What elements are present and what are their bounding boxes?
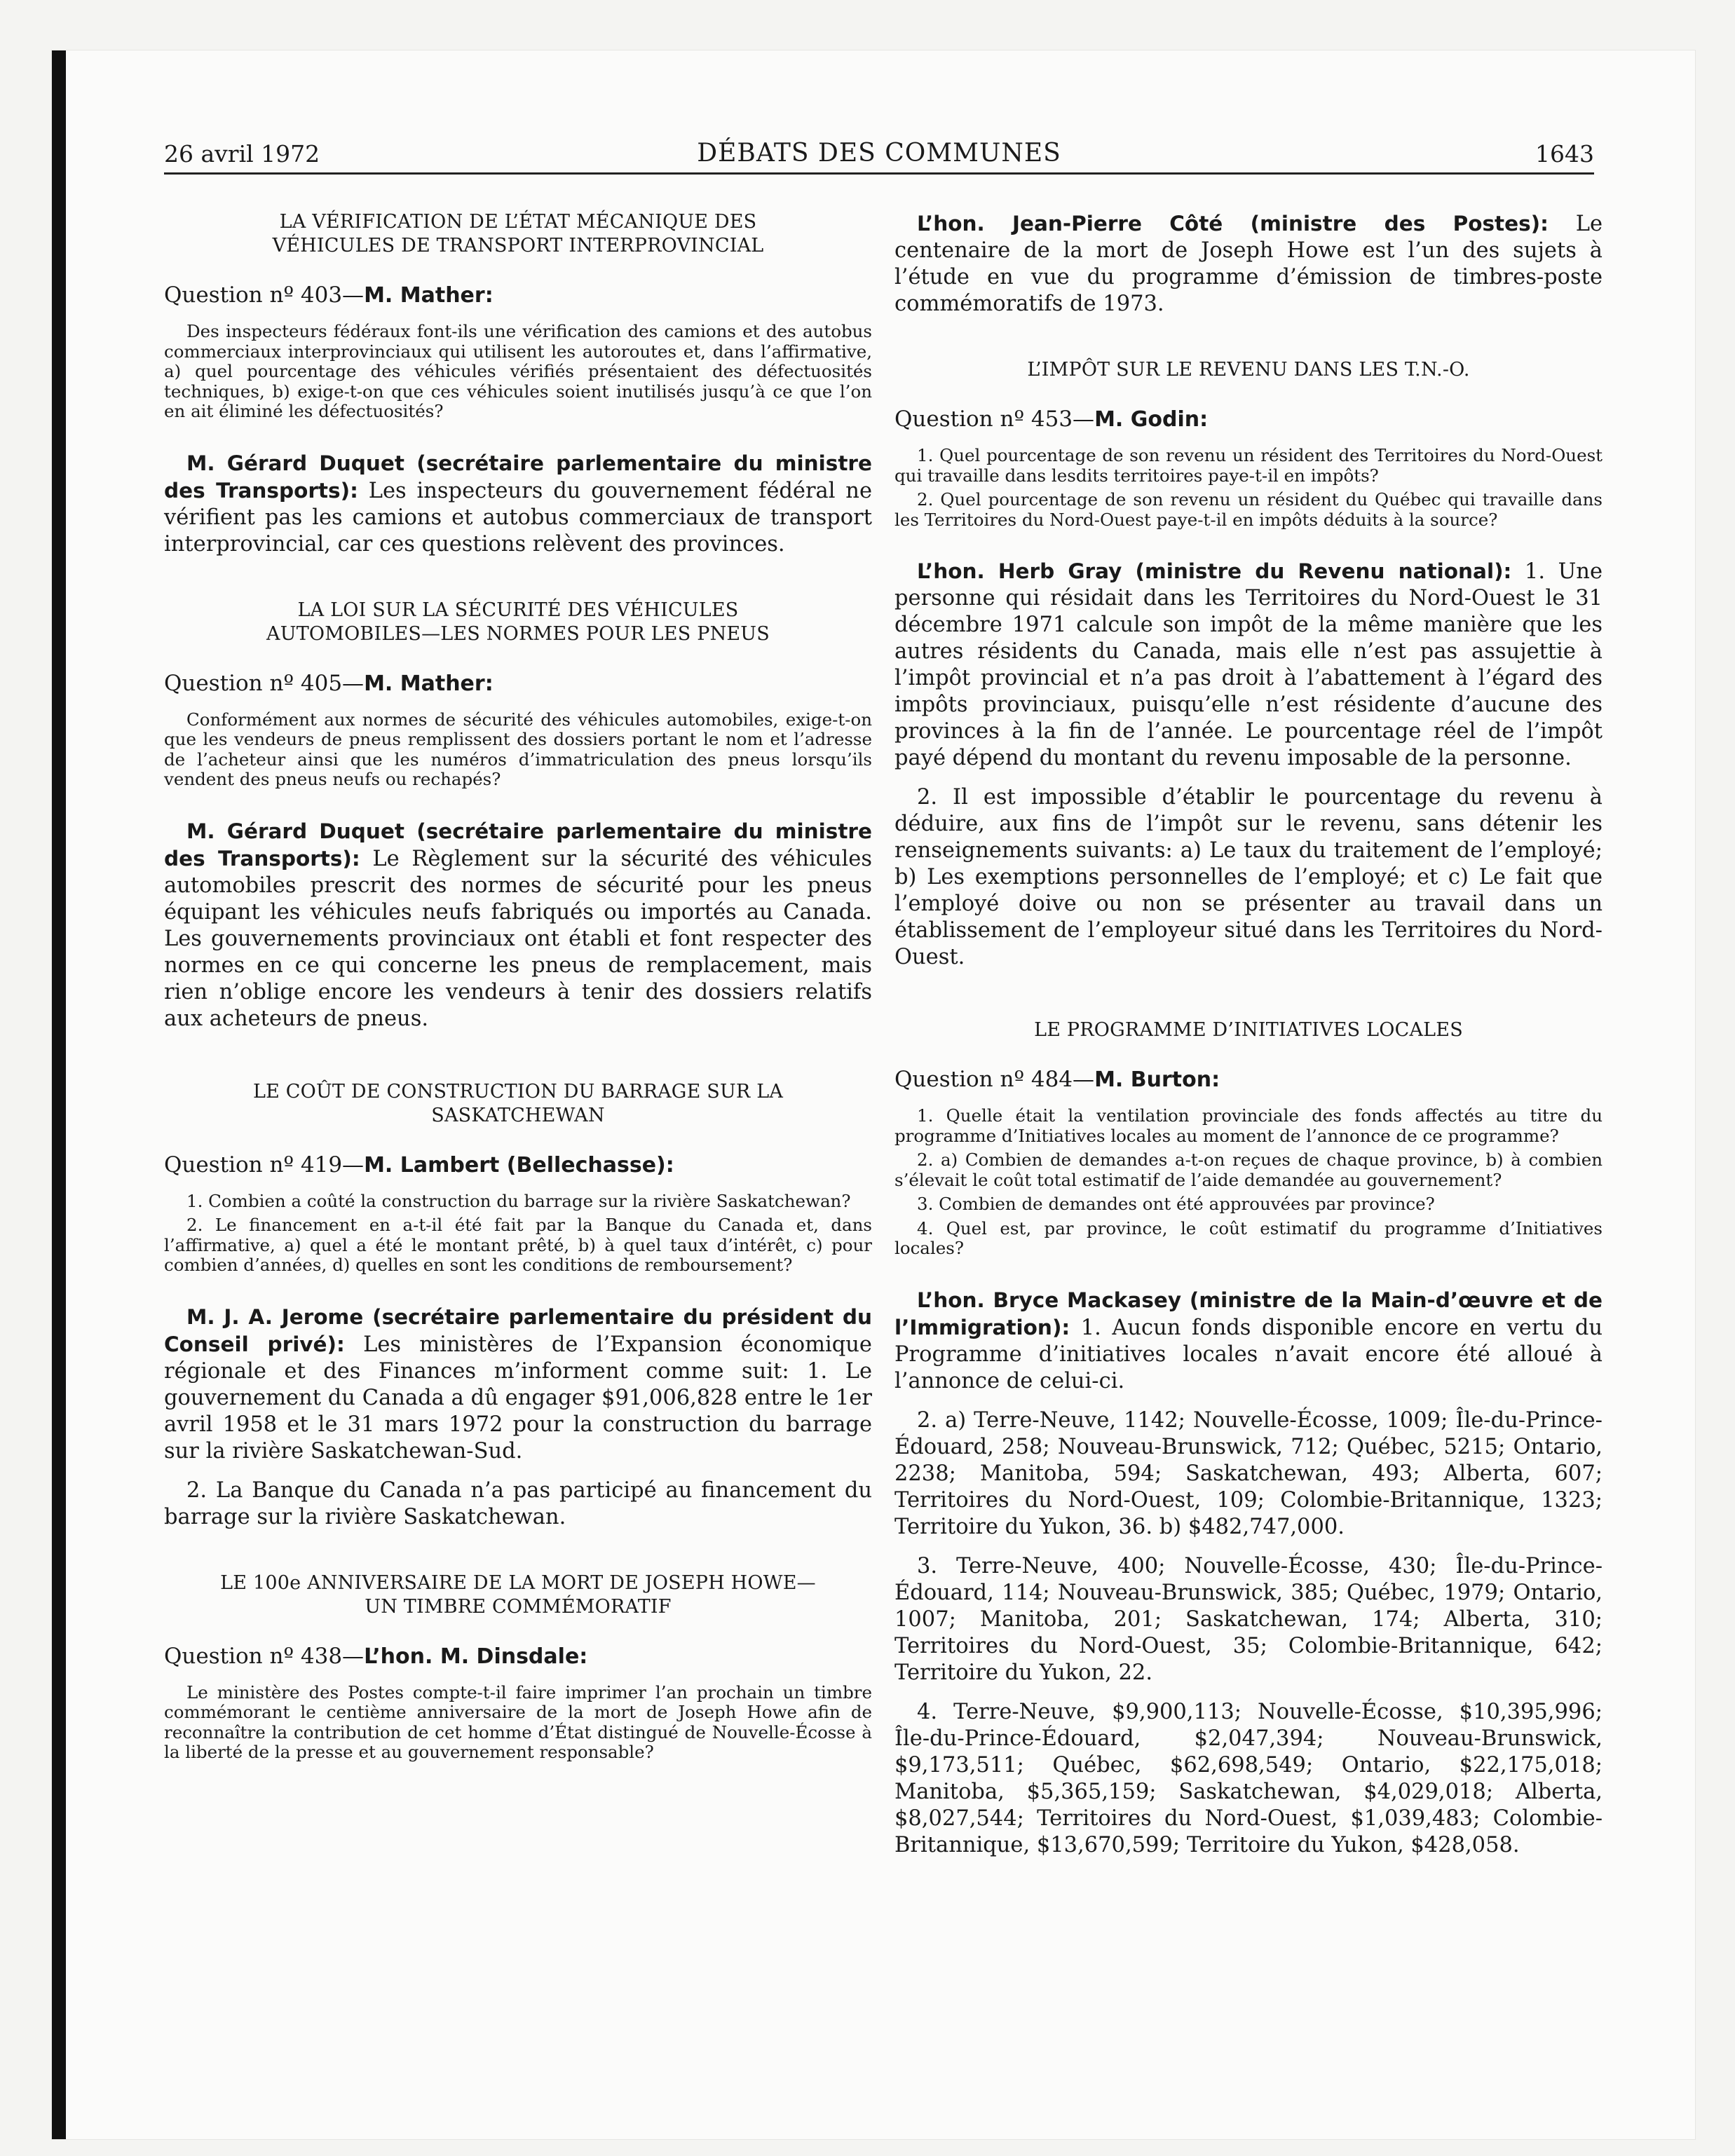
question-text: 1. Combien a coûté la construction du barrage sur la rivière Saskatchewan? (186, 1190, 851, 1211)
answer-text: Les inspecteurs du gouvernement fédéral ne vérifient pas les camions et autobus commerciaux de transport interprovincial, car ces questions relèvent des provinces. (164, 478, 872, 557)
question-line (164, 1643, 872, 1670)
question-number: Question nº 419— (164, 1152, 365, 1178)
question-asker: M. Godin: (1094, 407, 1209, 432)
speaker: M. Gérard Duquet (secrétaire parlementaire du ministre des Transports): (164, 819, 872, 871)
answer-text: Les ministères de l’Expansion économique régionale et des Finances m’informent comme suit: 1. Le gouvernement du Canada a dû engager $91,006,828 entre le 1er avril 1958 et le 31 mars 1972 pour la construction du barrage sur la rivière Saskatchewan-Sud. (164, 1332, 872, 1464)
question-asker: M. Mather: (364, 671, 494, 696)
left-column (164, 210, 872, 1767)
question-line (894, 1066, 1603, 1093)
heading-line: LE PROGRAMME D’INITIATIVES LOCALES (1034, 1019, 1463, 1041)
question-text: 2. Le financement en a-t-il été fait par la Banque du Canada et, dans l’affirmative, a) quel a été le montant prêté, b) à quel taux d’intérêt, c) pour combien d’années, d) quelles en sont les conditions de remboursement? (164, 1215, 872, 1275)
answer-text: 1. Aucun fonds disponible encore en vertu du Programme d’initiatives locales n’avait encore été alloué à l’annonce de celui-ci. (894, 1315, 1603, 1393)
question-number: Question nº 405— (164, 670, 365, 696)
question-text: 3. Combien de demandes ont été approuvées par province? (917, 1194, 1435, 1214)
speaker: L’hon. Bryce Mackasey (ministre de la Main-d’œuvre et de l’Immigration): (894, 1288, 1603, 1339)
heading-line: UN TIMBRE COMMÉMORATIF (365, 1595, 672, 1618)
answer-paragraph (164, 1304, 872, 1465)
question-line (164, 282, 872, 309)
question-text: 4. Quel est, par province, le coût estimatif du programme d’Initiatives locales? (894, 1217, 1603, 1258)
answer-paragraph (164, 450, 872, 558)
speaker: L’hon. Jean-Pierre Côté (ministre des Postes): (917, 212, 1549, 236)
speaker: M. Gérard Duquet (secrétaire parlementaire du ministre des Transports): (164, 451, 872, 503)
heading-line: VÉHICULES DE TRANSPORT INTERPROVINCIAL (272, 235, 764, 257)
question-text: Des inspecteurs fédéraux font-ils une vérification des camions et des autobus commerciaux interprovinciaux qui utilisent les autoroutes et, dans l’affirmative, a) quel pourcentage des véhicules vérifiés présentaient des défectuosités techniques, b) exige-t-on que ces véhicules soient inutilisés jusqu’à ce que l’on en ait éliminé les défectuosités? (164, 321, 872, 421)
section-heading (164, 1080, 872, 1128)
question-number: Question nº 438— (164, 1643, 365, 1669)
heading-line: LE 100e ANNIVERSAIRE DE LA MORT DE JOSEPH HOWE— (220, 1571, 816, 1594)
answer-text: Le Règlement sur la sécurité des véhicules automobiles prescrit des normes de sécurité pour les pneus équipant les véhicules neufs fabriqués ou importés au Canada. Les gouvernements provinciaux ont établi et font respecter des normes en ce qui concerne les pneus de remplacement, mais rien n’oblige encore les vendeurs à tenir des dossiers relatifs aux acheteurs de pneus. (164, 846, 872, 1031)
page-header (164, 136, 1594, 172)
answer-paragraph: 2. La Banque du Canada n’a pas participé au financement du barrage sur la rivière Saskatchewan. (164, 1478, 872, 1529)
heading-line: LA LOI SUR LA SÉCURITÉ DES VÉHICULES (297, 599, 739, 621)
answer-paragraph: 4. Terre-Neuve, $9,900,113; Nouvelle-Écosse, $10,395,996; Île-du-Prince-Édouard, $2,047,394; Nouveau-Brunswick, $9,173,511; Québec, $62,698,549; Ontario, $22,175,018; Manitoba, $5,365,159; Saskatchewan, $4,029,018; Alberta, $8,027,544; Territoires du Nord-Ouest, $1,039,483; Colombie-Britannique, $13,670,599; Territoire du Yukon, $428,058. (894, 1699, 1603, 1857)
right-column (894, 210, 1603, 1863)
question-text: Le ministère des Postes compte-t-il faire imprimer l’an prochain un timbre commémorant le centième anniversaire de la mort de Joseph Howe afin de reconnaître la contribution de cet homme d’État distingué de Nouvelle-Écosse à la liberté de la presse et au gouvernement responsable? (164, 1681, 872, 1762)
heading-line: LA VÉRIFICATION DE L’ÉTAT MÉCANIQUE DES (279, 211, 757, 233)
question-asker: M. Mather: (364, 283, 494, 308)
question-text: Conformément aux normes de sécurité des véhicules automobiles, exige-t-on que les vendeurs de pneus remplissent des dossiers portant le nom et l’adresse de l’acheteur ainsi que les numéros d’immatriculation des pneus lorsqu’ils vendent des pneus neufs ou rechapés? (164, 709, 872, 789)
answer-text: Le centenaire de la mort de Joseph Howe est l’un des sujets à l’étude en vue du programme d’émission de timbres-poste commémoratifs de 1973. (894, 212, 1603, 316)
answer-paragraph (894, 1287, 1603, 1395)
speaker: L’hon. Herb Gray (ministre du Revenu national): (917, 559, 1512, 583)
question-line (894, 406, 1603, 433)
question-number: Question nº 403— (164, 282, 365, 308)
header-date: 26 avril 1972 (164, 140, 320, 168)
heading-line: SASKATCHEWAN (431, 1104, 605, 1126)
answer-paragraph (894, 210, 1603, 318)
section-heading (164, 210, 872, 258)
section-heading (164, 1571, 872, 1619)
heading-line: LE COÛT DE CONSTRUCTION DU BARRAGE SUR LA (252, 1080, 784, 1103)
question-asker: M. Burton: (1094, 1067, 1220, 1092)
question-text: 1. Quelle était la ventilation provinciale des fonds affectés au titre du programme d’Initiatives locales au moment de l’annonce de ce programme? (894, 1105, 1603, 1146)
question-line (164, 1152, 872, 1179)
speaker: M. J. A. Jerome (secrétaire parlementaire du président du Conseil privé): (164, 1304, 872, 1356)
section-tire-standards (164, 599, 872, 1032)
question-number: Question nº 484— (894, 1067, 1095, 1092)
heading-line: AUTOMOBILES—LES NORMES POUR LES PNEUS (266, 622, 770, 645)
section-joseph-howe-answer (894, 210, 1603, 318)
question-number: Question nº 453— (894, 407, 1095, 432)
section-dam-cost (164, 1080, 872, 1531)
page-number: 1643 (1535, 140, 1594, 168)
heading-line: L’IMPÔT SUR LE REVENU DANS LES T.N.-O. (1027, 359, 1470, 381)
answer-paragraph (164, 818, 872, 1032)
question-line (164, 670, 872, 697)
answer-text: 1. Une personne qui résidait dans les Territoires du Nord-Ouest le 31 décembre 1971 calcule son impôt de la même manière que les autres résidents du Canada, mais elle n’est pas assujettie à l’impôt provincial et n’a pas droit à l’abattement à l’égard des impôts provinciaux, puisqu’elle n’est résidente d’aucune des provinces à la fin de l’année. Le pourcentage réel de l’impôt payé dépend du montant du revenu imposable de la personne. (894, 559, 1603, 770)
answer-paragraph: 2. Il est impossible d’établir le pourcentage du revenu à déduire, aux fins de l’impôt sur le revenu, sans détenir les renseignements suivants: a) Le taux du traitement de l’employé; b) Les exemptions personnelles de l’employé; et c) Le fait que l’employé doive ou non se présenter au travail dans un établissement de l’employeur situé dans les Territoires du Nord-Ouest. (894, 785, 1603, 969)
section-verification (164, 210, 872, 558)
section-heading (894, 1018, 1603, 1042)
section-nwt-income-tax (894, 358, 1603, 971)
section-heading (164, 599, 872, 646)
question-text: 2. a) Combien de demandes a-t-on reçues de chaque province, b) à combien s’élevait le coût total estimatif de l’aide demandée au gouvernement? (894, 1149, 1603, 1190)
answer-paragraph (894, 558, 1603, 772)
section-local-initiatives (894, 1018, 1603, 1859)
question-text: 1. Quel pourcentage de son revenu un résident des Territoires du Nord-Ouest qui travaille dans lesdits territoires paye-t-il en impôts? (894, 445, 1603, 486)
section-joseph-howe (164, 1571, 872, 1763)
question-asker: M. Lambert (Bellechasse): (364, 1152, 674, 1178)
question-text: 2. Quel pourcentage de son revenu un résident du Québec qui travaille dans les Territoires du Nord-Ouest paye-t-il en impôts déduits à la source? (894, 489, 1603, 530)
section-heading (894, 358, 1603, 382)
question-asker: L’hon. M. Dinsdale: (364, 1644, 588, 1669)
answer-paragraph: 2. a) Terre-Neuve, 1142; Nouvelle-Écosse, 1009; Île-du-Prince-Édouard, 258; Nouveau-Brunswick, 712; Québec, 5215; Ontario, 2238; Manitoba, 594; Saskatchewan, 493; Alberta, 607; Territoires du Nord-Ouest, 109; Colombie-Britannique, 1323; Territoire du Yukon, 36. b) $482,747,000. (894, 1407, 1603, 1539)
header-title: DÉBATS DES COMMUNES (697, 139, 1061, 168)
answer-paragraph: 3. Terre-Neuve, 400; Nouvelle-Écosse, 430; Île-du-Prince-Édouard, 114; Nouveau-Brunswick, 385; Québec, 1979; Ontario, 1007; Manitoba, 201; Saskatchewan, 174; Alberta, 310; Territoires du Nord-Ouest, 35; Colombie-Britannique, 642; Territoire du Yukon, 22. (894, 1553, 1603, 1685)
header-rule (164, 172, 1594, 175)
